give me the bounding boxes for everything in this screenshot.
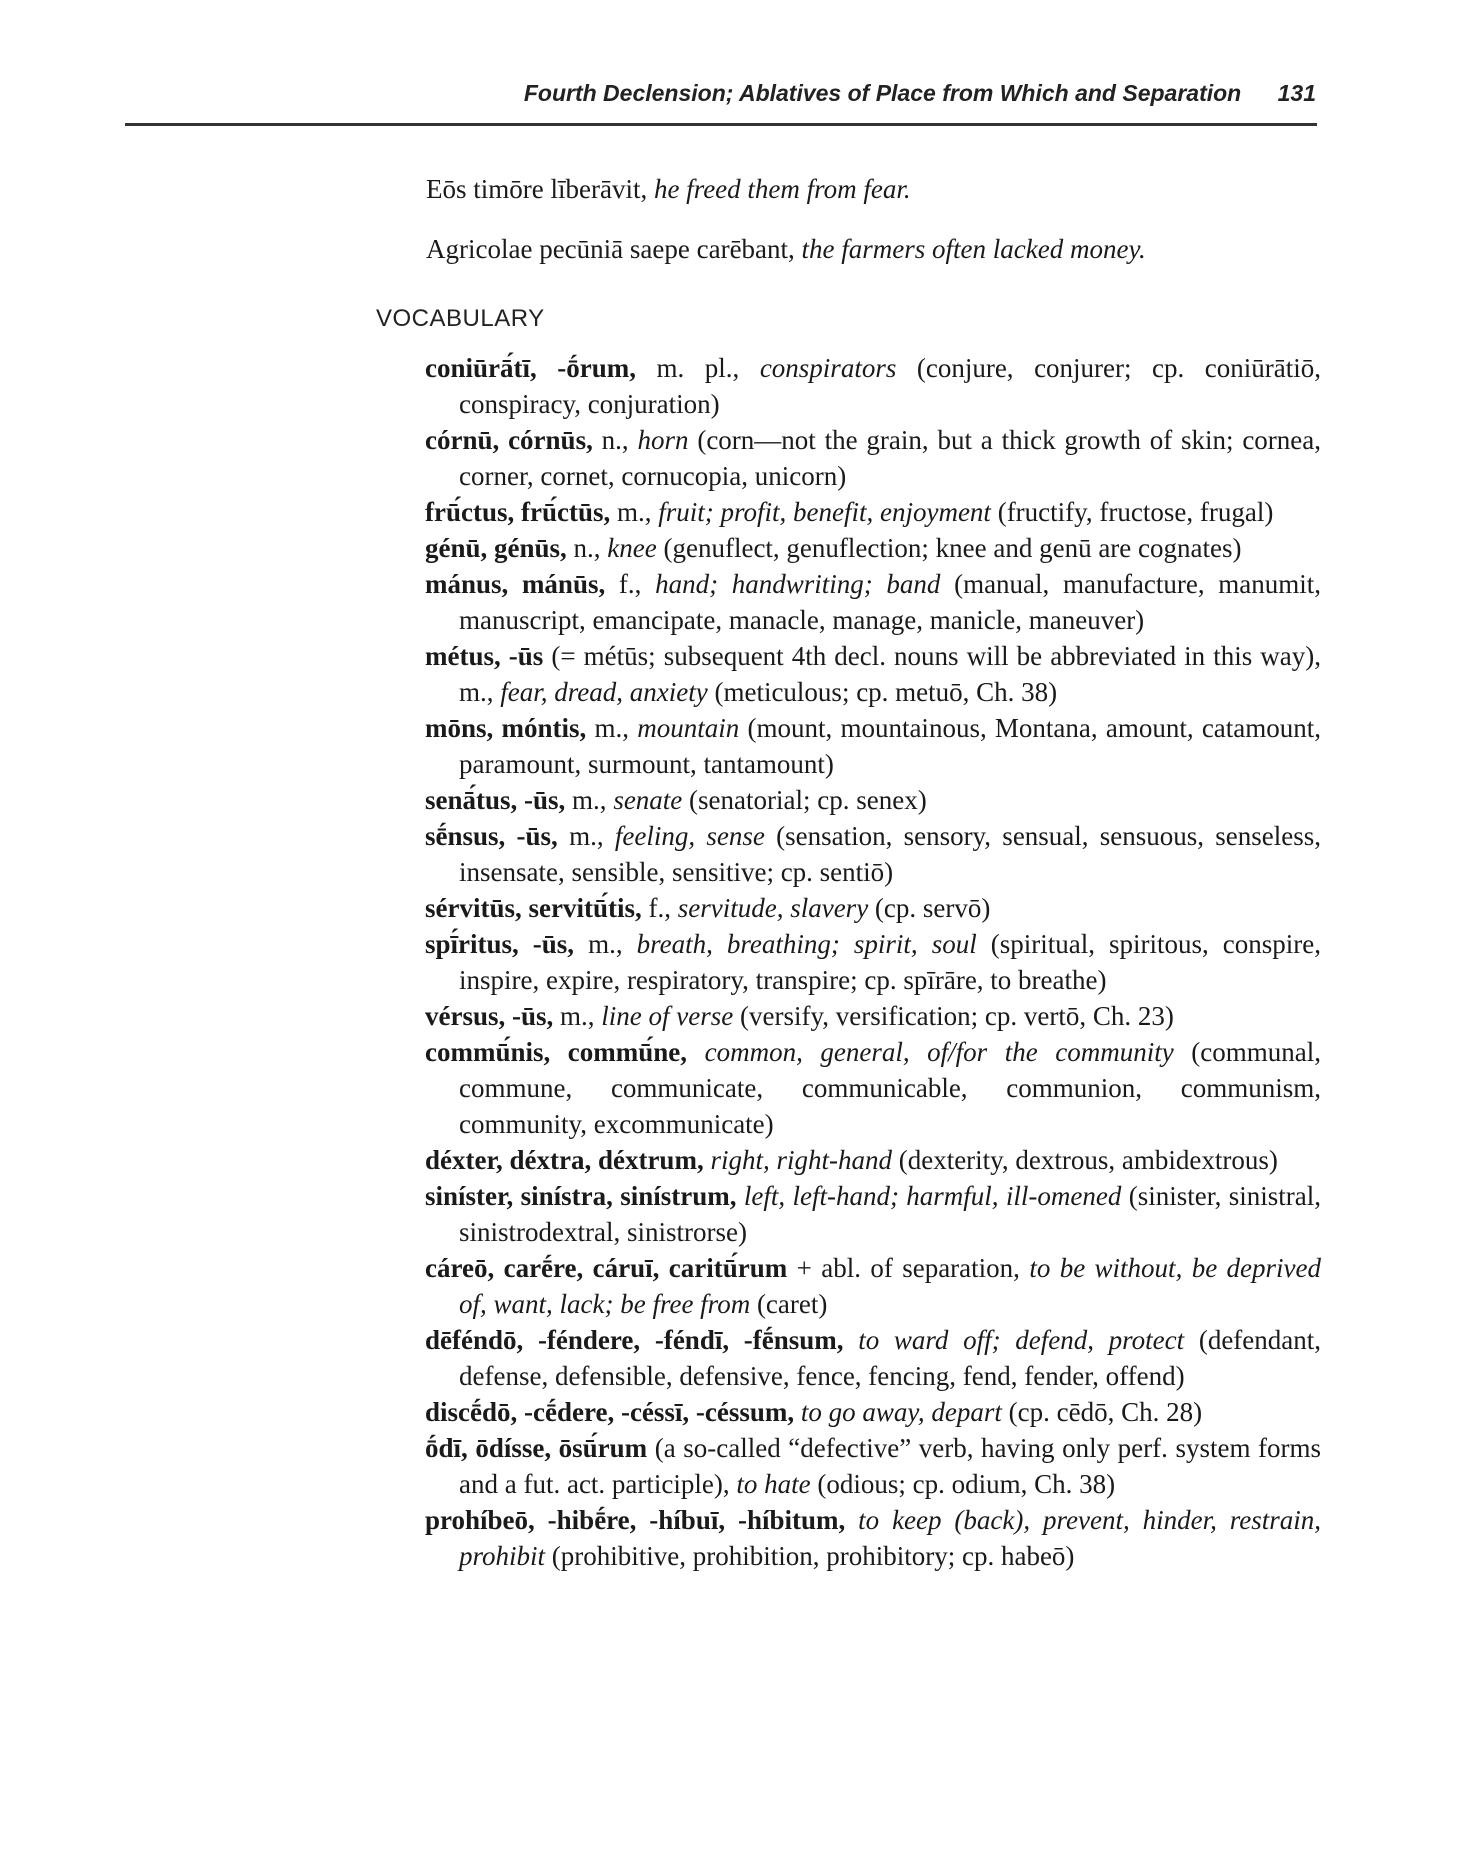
vocab-lemma: sérvitūs, servitū́tis, [425, 893, 642, 923]
vocab-meaning: horn [637, 425, 689, 455]
vocab-meaning: to ward off; defend, protect [858, 1325, 1185, 1355]
vocab-grammar: m., [616, 497, 652, 527]
vocab-notes: (spiritual, spiritous, conspire, inspire, expire, respiratory, transpire; cp. spīrāre, to breathe) [459, 929, 1322, 995]
vocab-meaning: mountain [637, 713, 740, 743]
vocab-notes: (corn—not the grain, but a thick growth of skin; cornea, corner, cornet, cornucopia, unicorn) [459, 425, 1322, 491]
vocab-lemma: córnū, córnūs, [425, 425, 593, 455]
vocab-grammar: f., [618, 569, 642, 599]
vocab-notes: (cp. servō) [874, 893, 991, 923]
vocab-meaning: to keep (back), prevent, hinder, restrain, prohibit [459, 1505, 1322, 1571]
vocab-notes: (versify, versification; cp. vertō, Ch. 23) [740, 1001, 1174, 1031]
vocab-lemma: sḗnsus, -ūs, [425, 821, 558, 851]
vocab-entry [425, 1502, 1321, 1574]
example-sentence [426, 230, 1326, 268]
vocab-grammar: n., [573, 533, 601, 563]
vocab-notes: (odious; cp. odium, Ch. 38) [817, 1469, 1116, 1499]
vocab-meaning: to go away, depart [800, 1397, 1002, 1427]
vocab-meaning: to be without, be deprived of, want, lack; be free from [459, 1253, 1322, 1319]
example-sentences [426, 170, 1326, 290]
vocab-notes: (communal, commune, communicate, communicable, communion, communism, community, excommunicate) [459, 1037, 1322, 1139]
vocab-grammar: m., [594, 713, 629, 743]
example-latin: Eōs timōre līberāvit, [426, 174, 648, 204]
vocab-grammar: m., [572, 785, 607, 815]
vocab-grammar: n., [601, 425, 629, 455]
vocab-lemma: mōns, móntis, [425, 713, 587, 743]
vocab-meaning: senate [613, 785, 683, 815]
vocab-entry [425, 350, 1321, 422]
vocab-entry [425, 998, 1321, 1034]
vocab-entry [425, 1250, 1321, 1322]
vocab-meaning: breath, breathing; spirit, soul [636, 929, 977, 959]
vocab-meaning: line of verse [601, 1001, 734, 1031]
vocab-entry [425, 926, 1321, 998]
vocab-meaning: common, general, of/for the community [704, 1037, 1174, 1067]
vocab-lemma: cáreō, carḗre, cáruī, caritū́rum [425, 1253, 788, 1283]
vocab-lemma: dēféndō, -féndere, -féndī, -fḗnsum, [425, 1325, 844, 1355]
vocab-lemma: vérsus, -ūs, [425, 1001, 554, 1031]
vocab-entry [425, 422, 1321, 494]
vocab-notes: (genuflect, genuflection; knee and genū are cognates) [663, 533, 1242, 563]
vocab-entry [425, 710, 1321, 782]
vocab-meaning: to hate [736, 1469, 811, 1499]
vocab-notes: (mount, mountainous, Montana, amount, catamount, paramount, surmount, tantamount) [459, 713, 1322, 779]
vocab-entry [425, 638, 1321, 710]
vocab-meaning: servitude, slavery [677, 893, 869, 923]
vocab-grammar: m., [569, 821, 604, 851]
vocab-entry [425, 818, 1321, 890]
vocab-grammar: m., [560, 1001, 595, 1031]
vocab-entry [425, 494, 1321, 530]
vocab-notes: (senatorial; cp. senex) [689, 785, 927, 815]
header-title: Fourth Declension; Ablatives of Place from Which and Separation [523, 80, 1242, 106]
vocab-notes: (sensation, sensory, sensual, sensuous, senseless, insensate, sensible, sensitive; cp. sentiō) [459, 821, 1322, 887]
vocab-notes: (prohibitive, prohibition, prohibitory; cp. habeō) [551, 1541, 1075, 1571]
vocab-lemma: mánus, mánūs, [425, 569, 606, 599]
example-english: he freed them from fear. [653, 174, 911, 204]
vocab-meaning: left, left-hand; harmful, ill-omened [743, 1181, 1122, 1211]
vocab-meaning: hand; handwriting; band [655, 569, 941, 599]
vocab-entry [425, 782, 1321, 818]
vocab-notes: (caret) [756, 1289, 828, 1319]
vocab-lemma: coniūrā́tī, -ṓrum, [425, 353, 636, 383]
vocab-lemma: ṓdī, ōdísse, ōsū́rum [425, 1433, 648, 1463]
vocab-meaning: fruit; profit, benefit, enjoyment [658, 497, 991, 527]
header-rule [125, 123, 1317, 126]
vocab-grammar: f., [648, 893, 671, 923]
vocab-notes: (manual, manufacture, manumit, manuscript, emancipate, manacle, manage, manicle, maneuver) [459, 569, 1322, 635]
vocab-grammar: + abl. of separation, [796, 1253, 1020, 1283]
vocab-notes: (cp. cēdō, Ch. 28) [1008, 1397, 1203, 1427]
vocab-lemma: frū́ctus, frū́ctūs, [425, 497, 611, 527]
vocabulary-heading: VOCABULARY [376, 305, 545, 332]
running-header [130, 80, 1316, 114]
vocab-lemma: métus, -ūs [425, 641, 544, 671]
vocab-notes: (dexterity, dextrous, ambidextrous) [898, 1145, 1278, 1175]
vocabulary-list [425, 350, 1321, 1574]
vocab-meaning: knee [607, 533, 657, 563]
vocab-entry [425, 1034, 1321, 1142]
vocab-notes: (sinister, sinistral, sinistrodextral, sinistrorse) [459, 1181, 1322, 1247]
example-sentence [426, 170, 1326, 208]
vocab-entry [425, 530, 1321, 566]
vocab-lemma: génū, génūs, [425, 533, 567, 563]
vocab-meaning: right, right-hand [710, 1145, 892, 1175]
vocab-lemma: spī́ritus, -ūs, [425, 929, 575, 959]
vocab-grammar: (a so-called “defective” verb, having only perf. system forms and a fut. act. participle), [459, 1433, 1321, 1499]
vocab-entry [425, 1322, 1321, 1394]
vocab-grammar: (= métūs; subsequent 4th decl. nouns will be abbreviated in this way), m., [459, 641, 1322, 707]
vocab-entry [425, 890, 1321, 926]
vocab-entry [425, 1142, 1321, 1178]
vocab-notes: (conjure, conjurer; cp. coniūrātiō, conspiracy, conjuration) [459, 353, 1322, 419]
vocab-lemma: déxter, déxtra, déxtrum, [425, 1145, 704, 1175]
vocab-lemma: siníster, sinístra, sinístrum, [425, 1181, 737, 1211]
vocab-lemma: commū́nis, commū́ne, [425, 1037, 688, 1067]
vocab-grammar: m. pl., [656, 353, 740, 383]
vocab-lemma: senā́tus, -ūs, [425, 785, 566, 815]
vocab-notes: (meticulous; cp. metuō, Ch. 38) [714, 677, 1058, 707]
vocab-grammar: m., [588, 929, 623, 959]
vocab-meaning: fear, dread, anxiety [500, 677, 708, 707]
vocab-notes: (defendant, defense, defensible, defensive, fence, fencing, fend, fender, offend) [459, 1325, 1322, 1391]
vocab-lemma: prohíbeō, -hibḗre, -híbuī, -híbitum, [425, 1505, 846, 1535]
vocab-meaning: feeling, sense [614, 821, 765, 851]
vocab-meaning: conspirators [759, 353, 897, 383]
vocab-notes: (fructify, fructose, frugal) [997, 497, 1274, 527]
vocab-lemma: discḗdō, -cḗdere, -céssī, -céssum, [425, 1397, 795, 1427]
example-latin: Agricolae pecūniā saepe carēbant, [426, 234, 795, 264]
vocab-entry [425, 1430, 1321, 1502]
vocab-entry [425, 1394, 1321, 1430]
page-number: 131 [1277, 80, 1316, 106]
example-english: the farmers often lacked money. [801, 234, 1146, 264]
vocab-entry [425, 566, 1321, 638]
vocab-entry [425, 1178, 1321, 1250]
